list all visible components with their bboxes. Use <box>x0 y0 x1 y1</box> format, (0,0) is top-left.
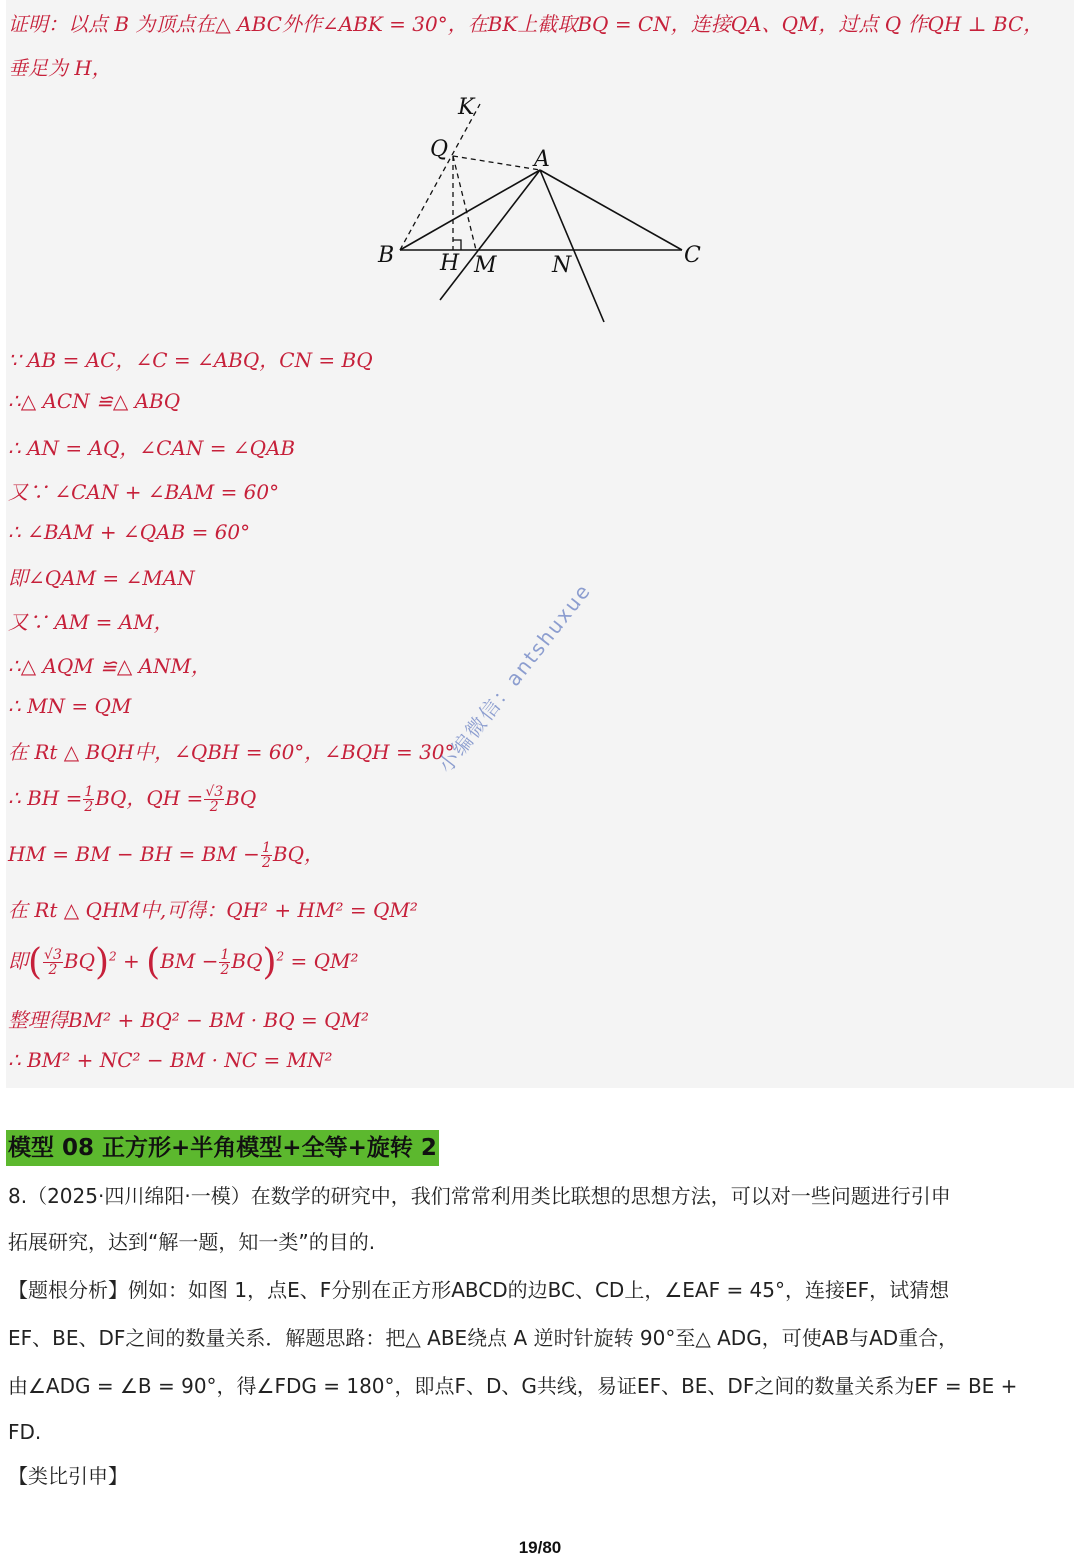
fraction-numerator: 1 <box>261 840 271 856</box>
fraction-sqrt3-half <box>43 948 63 977</box>
problem-line-3: 【题根分析】例如：如图 1，点E、F分别在正方形ABCD的边BC、CD上，∠EAF = 45°，连接EF，试猜想 <box>8 1278 950 1302</box>
proof-intro-line2: 垂足为 H， <box>8 56 112 80</box>
problem-line-6: FD. <box>8 1420 42 1444</box>
fraction-denominator: 2 <box>220 962 230 978</box>
fraction-numerator: 1 <box>220 947 230 963</box>
label-A: A <box>534 147 550 172</box>
step14-part-b: BQ <box>63 949 95 973</box>
proof-step-12 <box>8 838 324 870</box>
geometry-figure <box>360 90 720 330</box>
section-heading: 模型 08 正方形+半角模型+全等+旋转 2 <box>6 1130 439 1166</box>
proof-step-5: ∴ ∠BAM + ∠QAB = 60° <box>8 520 251 544</box>
proof-step-13: 在 Rt △ QHM中,可得：QH² + HM² = QM² <box>8 898 418 922</box>
proof-step-1: ∵ AB = AC，∠C = ∠ABQ，CN = BQ <box>8 348 373 372</box>
label-M: M <box>474 253 497 278</box>
fraction-half <box>261 841 272 870</box>
problem-line-2: 拓展研究，达到“解一题，知一类”的目的. <box>8 1230 376 1254</box>
problem-line-1: 8.（2025·四川绵阳·一模）在数学的研究中，我们常常利用类比联想的思想方法，可以对一些问题进行引申 <box>8 1184 951 1208</box>
label-Q: Q <box>430 137 449 162</box>
problem-line-7: 【类比引申】 <box>8 1464 128 1488</box>
page-number: 19/80 <box>518 1538 562 1557</box>
label-N: N <box>552 253 572 278</box>
proof-step-11 <box>8 782 256 814</box>
proof-step-16: ∴ BM² + NC² − BM · NC = MN² <box>8 1048 333 1072</box>
step14-part-e: BQ <box>231 949 263 973</box>
proof-step-9: ∴ MN = QM <box>8 694 132 718</box>
fraction-sqrt3-half <box>204 785 224 814</box>
fraction-denominator: 2 <box>209 799 219 815</box>
proof-step-10: 在 Rt △ BQH中，∠QBH = 60°，∠BQH = 30° <box>8 740 455 764</box>
proof-step-14: 即( $\frac{√3}{2}$ BQ)$^2$ + (BM − $\frac{1}{2}$ BQ)$^2$ = QM² <box>8 942 359 983</box>
label-H: H <box>440 251 460 276</box>
proof-step-6: 即∠QAM = ∠MAN <box>8 566 195 590</box>
fraction-numerator: √3 <box>44 947 62 963</box>
step14-part-a: 即 <box>8 949 28 973</box>
step11-part-a: ∴ BH = <box>8 786 83 810</box>
problem-line-4: EF、BE、DF之间的数量关系．解题思路：把△ ABE绕点 A 逆时针旋转 90°至△ ADG，可使AB与AD重合， <box>8 1326 959 1350</box>
fraction-denominator: 2 <box>84 799 94 815</box>
fraction-denominator: 2 <box>48 962 58 978</box>
problem-line-5: 由∠ADG = ∠B = 90°，得∠FDG = 180°，即点F、D、G共线，易证EF、BE、DF之间的数量关系为EF = BE + <box>8 1374 1018 1398</box>
proof-intro-line1: 证明：以点 B 为顶点在△ ABC外作∠ABK = 30°，在BK上截取BQ = CN，连接QA、QM，过点 Q 作QH ⊥ BC， <box>8 12 1044 36</box>
label-K: K <box>458 95 475 120</box>
step14-part-d: BM − <box>160 949 219 973</box>
proof-step-4: 又∵ ∠CAN + ∠BAM = 60° <box>8 480 280 504</box>
step11-part-c: BQ <box>225 786 257 810</box>
fraction-denominator: 2 <box>261 855 271 871</box>
step14-part-f: = QM² <box>290 949 359 973</box>
step11-part-b: BQ，QH = <box>95 786 204 810</box>
fraction-numerator: 1 <box>84 784 94 800</box>
watermark: 小编微信：antshuxue <box>433 578 596 778</box>
fraction-half <box>83 785 94 814</box>
fraction-half <box>219 948 230 977</box>
proof-step-3: ∴ AN = AQ，∠CAN = ∠QAB <box>8 436 296 460</box>
proof-step-7: 又∵ AM = AM， <box>8 610 174 634</box>
step12-part-a: HM = BM − BH = BM − <box>8 842 260 866</box>
proof-step-2: ∴△ ACN ≌△ ABQ <box>8 389 181 413</box>
step14-part-c: + <box>123 949 140 973</box>
proof-step-8: ∴△ AQM ≌△ ANM， <box>8 654 212 678</box>
step12-part-b: BQ， <box>272 842 324 866</box>
fraction-numerator: √3 <box>205 784 224 800</box>
label-B: B <box>378 243 395 268</box>
proof-step-15: 整理得BM² + BQ² − BM · BQ = QM² <box>8 1008 369 1032</box>
label-C: C <box>684 243 701 268</box>
